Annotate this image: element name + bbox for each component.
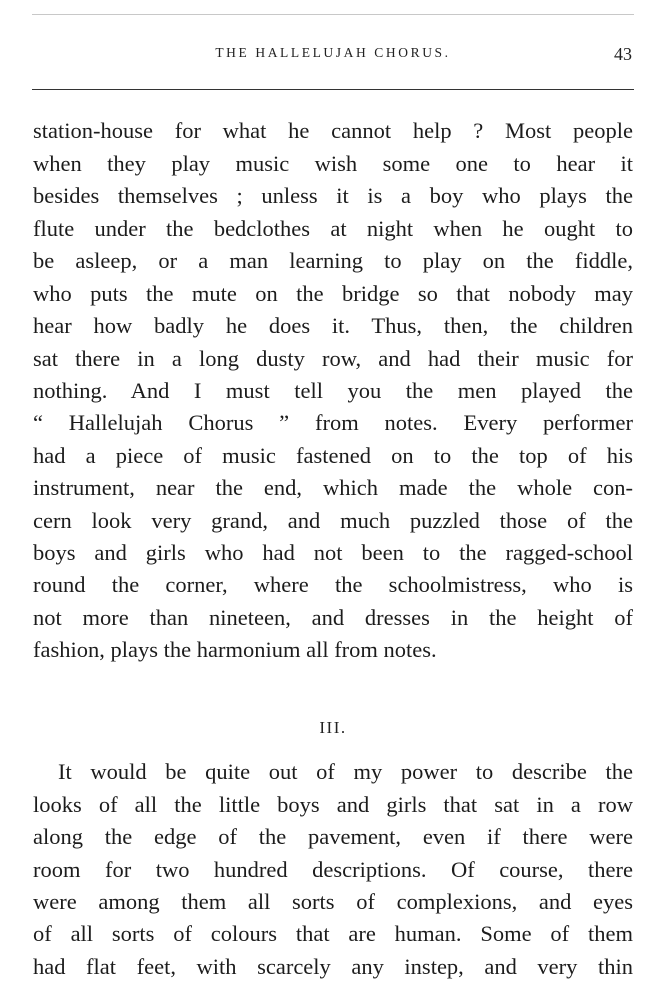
text-line: sat there in a long dusty row, and had their music for [33, 346, 633, 371]
text-line: had a piece of music fastened on to the top of his [33, 443, 633, 468]
text-line: of all sorts of colours that are human. Some of them [33, 921, 633, 946]
text-line: not more than nineteen, and dresses in the height of [33, 605, 633, 630]
text-line: besides themselves ; unless it is a boy who plays the [33, 183, 633, 208]
top-faint-rule [32, 14, 634, 15]
section-heading: III. [319, 718, 347, 737]
text-line: were among them all sorts of complexions, and eyes [33, 889, 633, 914]
text-line: room for two hundred descriptions. Of course, there [33, 857, 633, 882]
text-line: had flat feet, with scarcely any instep, and very thin [33, 954, 633, 979]
text-line: be asleep, or a man learning to play on the fiddle, [33, 248, 633, 273]
text-line: station-house for what he cannot help ? Most people [33, 118, 633, 143]
text-line: cern look very grand, and much puzzled those of the [33, 508, 633, 533]
text-line: fashion, plays the harmonium all from notes. [33, 637, 437, 662]
text-line: hear how badly he does it. Thus, then, the children [33, 313, 633, 338]
text-line: along the edge of the pavement, even if there were [33, 824, 633, 849]
running-head [32, 45, 634, 69]
text-line: when they play music wish some one to hear it [33, 151, 633, 176]
running-title: THE HALLELUJAH CHORUS. [215, 45, 451, 60]
text-line: “ Hallelujah Chorus ” from notes. Every performer [33, 410, 633, 435]
text-line: nothing. And I must tell you the men played the [33, 378, 633, 403]
text-line: flute under the bedclothes at night when he ought to [33, 216, 633, 241]
header-rule [32, 89, 634, 90]
text-line: who puts the mute on the bridge so that nobody may [33, 281, 633, 306]
text-line: It would be quite out of my power to describe the [58, 759, 633, 784]
text-line: looks of all the little boys and girls that sat in a row [33, 792, 633, 817]
text-line: round the corner, where the schoolmistress, who is [33, 572, 633, 597]
text-line: instrument, near the end, which made the whole con- [33, 475, 633, 500]
text-line: boys and girls who had not been to the ragged-school [33, 540, 633, 565]
page-number: 43 [614, 44, 632, 64]
